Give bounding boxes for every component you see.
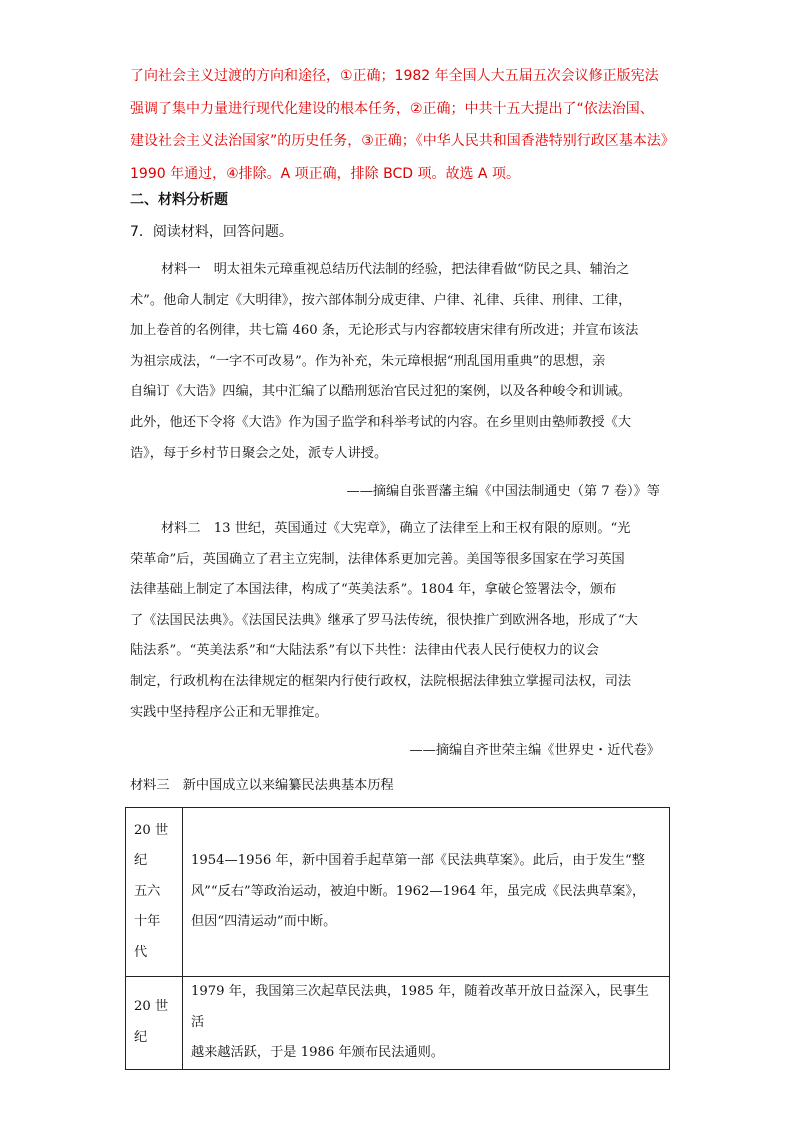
material-line: 自编订《大诰》四编，其中汇编了以酷刑惩治官民过犯的案例，以及各种峻令和训诫。	[130, 384, 632, 400]
material-line: 此外，他还下令将《大诰》作为国子监学和科举考试的内容。在乡里则由塾师教授《大	[130, 414, 632, 430]
table-row	[126, 808, 670, 977]
material-two	[130, 514, 670, 728]
era-text: 纪	[134, 1029, 148, 1045]
material-line: 材料一 明太祖朱元璋重视总结历代法制的经验，把法律看做“防民之具、辅治之	[161, 262, 630, 277]
section-title: 二、材料分析题	[130, 192, 228, 208]
answer-line: 了向社会主义过渡的方向和途径，①正确；1982 年全国人大五届五次会议修正版宪法	[130, 68, 659, 84]
material-line: 制定，行政机构在法律规定的框架内行使行政权，法院根据法律独立掌握司法权，司法	[130, 673, 632, 689]
answer-line: 建设社会主义法治国家”的历史任务，③正确；《中华人民共和国香港特别行政区基本法》	[130, 133, 675, 149]
material-line: 为祖宗成法，“一字不可改易”。作为补充，朱元璋根据“刑乱国用重典”的思想，亲	[130, 353, 606, 369]
era-text: 20 世	[134, 822, 169, 838]
era-text: 五六	[134, 883, 161, 899]
question-prompt: 7．阅读材料，回答问题。	[130, 224, 293, 240]
description-line: 但因“四清运动”而中断。	[191, 914, 337, 930]
material-line: 材料二 13 世纪，英国通过《大宪章》，确立了法律至上和王权有限的原则。“光	[161, 521, 631, 536]
material-line: 实践中坚持程序公正和无罪推定。	[130, 704, 328, 720]
material-line: 荣革命”后，英国确立了君主立宪制，法律体系更加完善。美国等很多国家在学习英国	[130, 551, 625, 567]
material-line: 术”。他命人制定《大明律》，按六部体制分成吏律、户律、礼律、兵律、刑律、工律，	[130, 292, 632, 308]
era-text: 代	[134, 944, 148, 960]
material-one-source: ——摘编自张晋藩主编《中国法制通史（第 7 卷）》等	[346, 484, 660, 499]
description-line: 1979 年，我国第三次起草民法典，1985 年，随着改革开放日益深入，民事生活	[191, 984, 649, 1030]
material-one	[130, 255, 670, 469]
material-line: 诰》，每于乡村节日聚会之处，派专人讲授。	[130, 445, 388, 461]
table-row	[126, 977, 670, 1070]
answer-explanation	[130, 60, 675, 190]
answer-line: 1990 年通过，④排除。A 项正确，排除 BCD 项。故选 A 项。	[130, 165, 520, 182]
answer-line: 强调了集中力量进行现代化建设的根本任务，②正确；中共十五大提出了“依法治国、	[130, 100, 654, 117]
material-line: 法律基础上制定了本国法律，构成了“英美法系”。1804 年，拿破仑签署法令，颁布	[130, 582, 617, 598]
material-line: 了《法国民法典》。《法国民法典》继承了罗马法传统，很快推广到欧洲各地，形成了“大	[130, 612, 638, 628]
description-line: 1954—1956 年，新中国着手起草第一部《民法典草案》。此后，由于发生“整	[191, 853, 645, 869]
description-line: 风”“反右”等政治运动，被迫中断。1962—1964 年，虽完成《民法典草案》，	[191, 883, 646, 899]
material-line: 加上卷首的名例律，共七篇 460 条，无论形式与内容都较唐宋律有所改进；并宣布该法	[130, 323, 639, 339]
description-cell	[183, 808, 670, 977]
era-cell	[126, 977, 183, 1070]
era-cell	[126, 808, 183, 977]
civil-code-history-table	[125, 807, 670, 1070]
era-text: 纪	[134, 853, 148, 869]
era-text: 20 世	[134, 999, 169, 1015]
era-text: 十年	[134, 914, 161, 930]
description-cell	[183, 977, 670, 1070]
description-line: 越来越活跃，于是 1986 年颁布民法通则。	[191, 1045, 444, 1060]
material-two-source: ——摘编自齐世荣主编《世界史・近代卷》	[409, 743, 660, 758]
material-line: 陆法系”。“英美法系”和“大陆法系”有以下共性：法律由代表人民行使权力的议会	[130, 643, 599, 659]
material-three-title: 材料三 新中国成立以来编纂民法典基本历程	[130, 778, 394, 793]
